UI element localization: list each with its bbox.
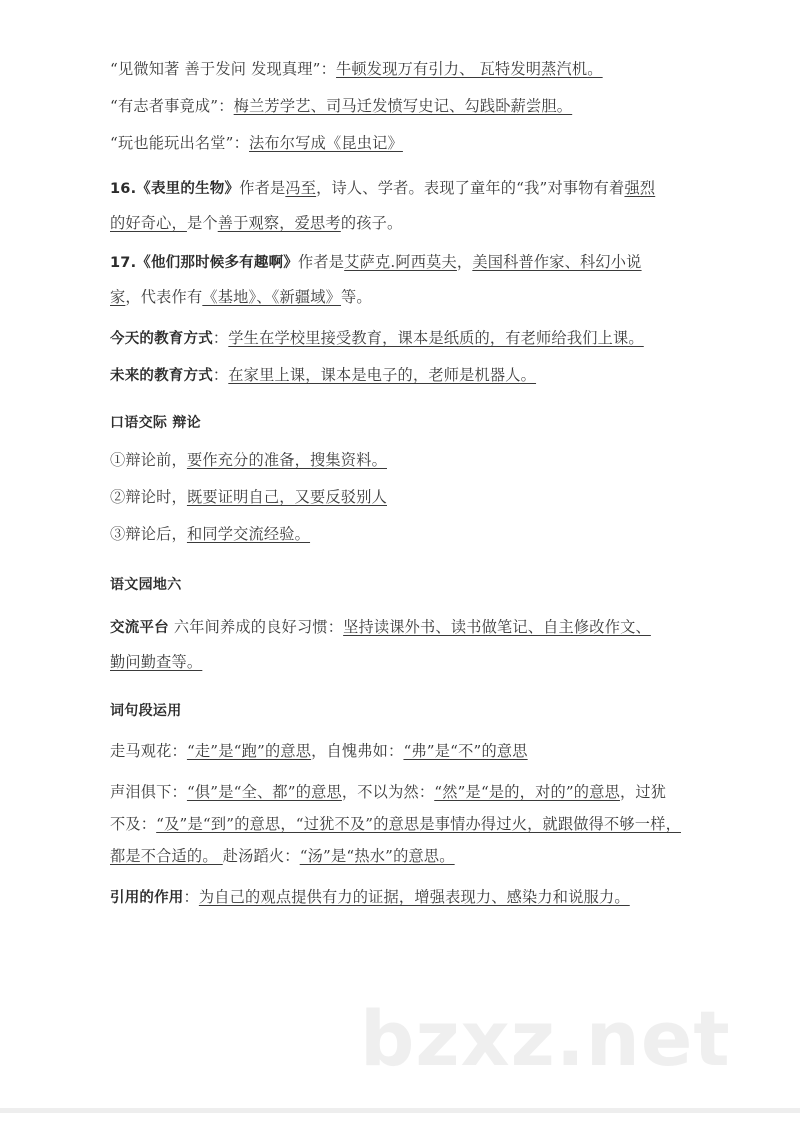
plain-text: ①辩论前， [110, 451, 187, 470]
vertical-spacer [110, 688, 690, 704]
paragraph-phrase-heading [110, 704, 690, 719]
paragraph-item-17 [110, 255, 690, 306]
plain-text: “见微知著 善于发问 发现真理”： [110, 60, 337, 78]
term-label: 引用的作用 [110, 889, 184, 906]
heading-text: 语文园地六 [110, 577, 182, 594]
text-line [110, 216, 690, 232]
text-line [110, 782, 690, 801]
text-line [110, 62, 690, 78]
text-line [110, 490, 690, 506]
text-line [110, 846, 690, 865]
vertical-spacer [110, 564, 690, 578]
heading-text: 口语交际 辩论 [110, 414, 201, 431]
text-line [110, 331, 690, 347]
plain-text: ③辩论后， [110, 525, 187, 544]
plain-text: ： [212, 366, 229, 385]
answer-underlined-text: 强烈 [624, 178, 656, 197]
paragraph-proverb-1 [110, 62, 690, 78]
term-label: 今天的教育方式 [110, 331, 213, 348]
plain-text: 的孩子。 [340, 214, 403, 233]
paragraph-item-16 [110, 178, 690, 233]
term-label: 17.《他们那时候多有趣啊》 [110, 255, 298, 272]
plain-text: ②辩论时， [110, 488, 187, 507]
answer-underlined-text: 坚持读课外书、读书做笔记、自主修改作文、 [343, 617, 651, 636]
answer-underlined-text: 要作充分的准备，搜集资料。 [186, 451, 387, 470]
answer-underlined-text: 《基地》、《新疆域》 [202, 288, 342, 307]
plain-text: 赴汤蹈火： [222, 846, 300, 865]
text-line [110, 368, 690, 384]
answer-underlined-text: “汤”是“热水”的意思。 [299, 846, 455, 865]
plain-text: ，诗人、学者。表现了童年的“我”对事物有着 [316, 178, 625, 197]
paragraph-garden-heading [110, 578, 690, 593]
term-label: 未来的教育方式 [110, 368, 213, 385]
paragraph-proverb-2 [110, 96, 690, 115]
answer-underlined-text: 都是不合适的。 [110, 846, 223, 865]
document-body [110, 62, 690, 927]
section-heading [110, 416, 690, 431]
site-watermark: bzxz.net [360, 994, 731, 1083]
text-line [110, 741, 690, 760]
answer-underlined-text: “然”是“是的，对的”的意思 [434, 782, 620, 801]
paragraph-debate-1 [110, 453, 690, 469]
paragraph-edu-today [110, 331, 690, 347]
answer-underlined-text: 的好奇心， [110, 214, 187, 233]
answer-underlined-text: “走”是“跑”的意思 [186, 741, 312, 760]
plain-text: “玩也能玩出名堂”： [110, 133, 250, 152]
plain-text: ，自愧弗如： [311, 741, 404, 760]
answer-underlined-text: 勤问勤查等。 [110, 653, 203, 672]
plain-text: ，不以为然： [341, 782, 435, 801]
answer-underlined-text: 在家里上课，课本是电子的，老师是机器人。 [228, 366, 537, 385]
paragraph-debate-2 [110, 490, 690, 506]
plain-text: ，代表作有 [125, 288, 203, 307]
answer-underlined-text: “俱”是“全、都”的意思 [186, 782, 342, 801]
text-line [110, 887, 690, 906]
text-line [110, 655, 690, 671]
plain-text: 作者是 [239, 178, 286, 197]
paragraph-idiom-2 [110, 782, 690, 865]
answer-underlined-text: 既要证明自己，又要反驳别人 [186, 488, 387, 507]
plain-text: 声泪俱下： [110, 782, 187, 801]
plain-text: ： [183, 887, 199, 906]
text-line [110, 255, 690, 271]
section-heading [110, 578, 690, 593]
answer-underlined-text: 善于观察，爱思考 [217, 214, 341, 233]
text-line [110, 96, 690, 115]
text-line [110, 527, 690, 543]
text-line [110, 617, 690, 636]
term-label: 16.《表里的生物》 [110, 180, 240, 197]
plain-text: 作者是 [298, 253, 345, 272]
answer-underlined-text: 家 [110, 288, 126, 307]
plain-text: ： [212, 329, 229, 348]
paragraph-edu-future [110, 368, 690, 384]
answer-underlined-text: 法布尔写成《昆虫记》 [249, 133, 403, 152]
term-label: 交流平台 [110, 619, 169, 636]
answer-underlined-text: 学生在学校里接受教育，课本是纸质的，有老师给我们上课。 [228, 329, 644, 348]
plain-text: 等。 [341, 288, 372, 307]
paragraph-oral-heading [110, 416, 690, 431]
answer-underlined-text: “弗”是“不”的意思 [403, 741, 528, 760]
plain-text: 不及： [110, 814, 157, 833]
answer-underlined-text: 冯至 [285, 178, 317, 197]
answer-underlined-text: 牛顿发现万有引力、 瓦特发明蒸汽机。 [336, 60, 603, 78]
paragraph-quotation-use [110, 887, 690, 906]
plain-text: “有志者事竟成”： [110, 96, 234, 115]
answer-underlined-text: 美国科普作家、科幻小说 [472, 253, 642, 272]
paragraph-idiom-1 [110, 741, 690, 760]
paragraph-debate-3 [110, 527, 690, 543]
paragraph-proverb-3 [110, 133, 690, 152]
answer-underlined-text: 艾萨克.阿西莫夫 [344, 253, 457, 272]
text-line [110, 290, 690, 306]
heading-text: 词句段运用 [110, 703, 182, 720]
text-line [110, 814, 690, 833]
answer-underlined-text: 梅兰芳学艺、司马迁发愤写史记、勾践卧薪尝胆。 [233, 96, 573, 115]
text-line [110, 453, 690, 469]
answer-underlined-text: 为自己的观点提供有力的证据，增强表现力、感染力和说服力。 [198, 887, 630, 906]
page-backdrop [0, 1113, 800, 1134]
plain-text: 走马观花： [110, 741, 187, 760]
section-heading [110, 704, 690, 719]
answer-underlined-text: 和同学交流经验。 [186, 525, 311, 544]
text-line [110, 178, 690, 197]
plain-text: 是个 [186, 214, 218, 233]
plain-text: ， [456, 253, 473, 272]
plain-text: 六年间养成的良好习惯： [168, 617, 344, 636]
plain-text: ，过犹 [619, 782, 667, 801]
text-line [110, 133, 690, 152]
answer-underlined-text: “及”是“到”的意思，“过犹不及”的意思是事情办得过火，就跟做得不够一样， [156, 814, 681, 833]
paragraph-exchange-platform [110, 617, 690, 672]
